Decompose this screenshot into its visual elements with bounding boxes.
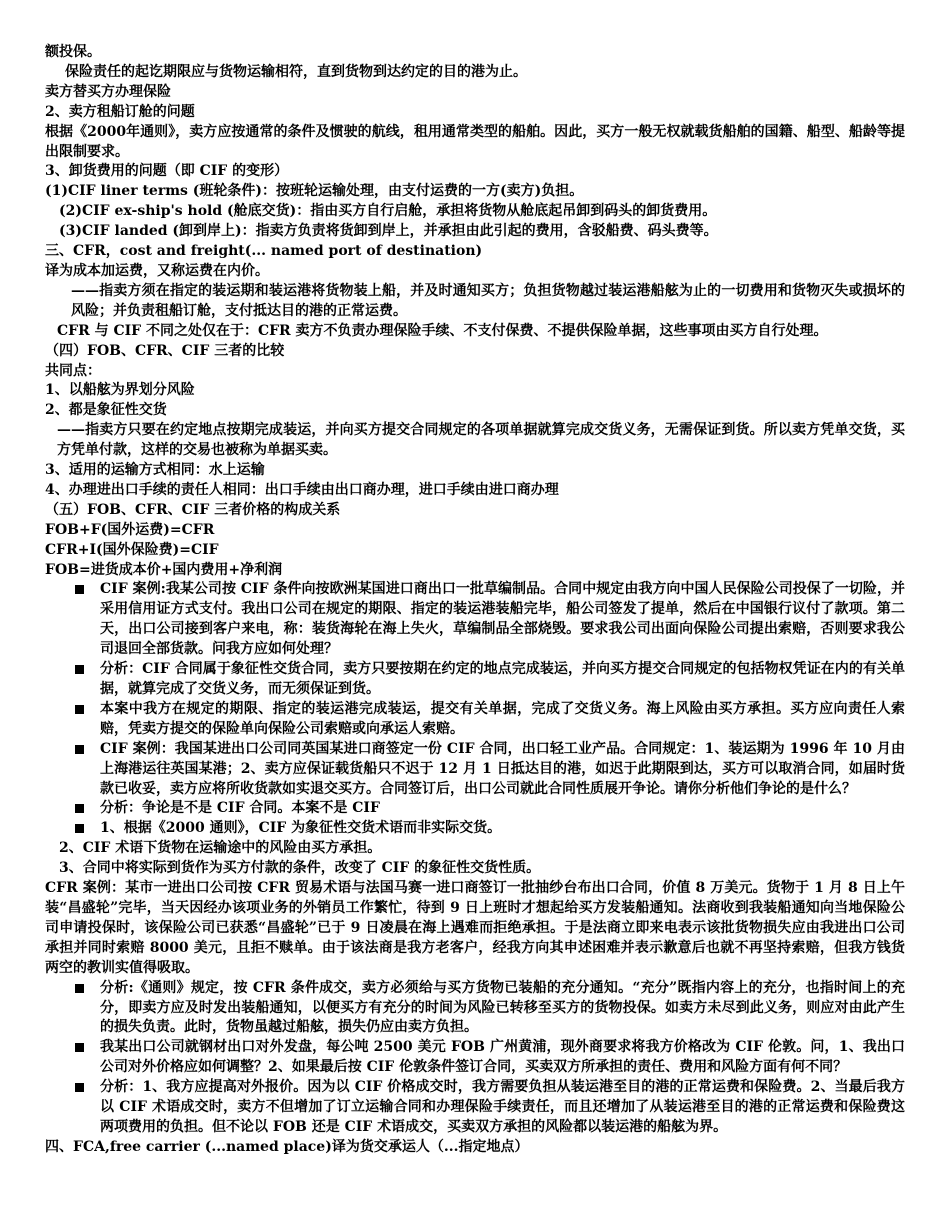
paragraph: ——指卖方须在指定的装运期和装运港将货物装上船，并及时通知买方；负担货物越过装运港船舷为止的一切费用和货物灭失或损坏的风险；并负责租船订舱，支付抵达目的港的正常运费。 <box>71 282 905 319</box>
section-heading: 四、FCA,free carrier (...named place)译为货交承运人（...指定地点） <box>45 1138 529 1155</box>
list-item: 分析：争论是不是 CIF 合同。本案不是 CIF <box>100 799 905 819</box>
text-line: 卖方替买方办理保险 <box>45 83 171 100</box>
bullet-list-analysis <box>45 979 905 1138</box>
section-heading: （五）FOB、CFR、CIF 三者价格的构成关系 <box>45 501 341 518</box>
paragraph: ——指卖方只要在约定地点按期完成装运，并向买方提交合同规定的各项单据就算完成交货义务，无需保证到货。所以卖方凭单交货，买方凭单付款，这样的交易也被称为单据买卖。 <box>57 422 905 459</box>
text-line: 1、以船舷为界划分风险 <box>45 382 195 399</box>
formula-line: FOB+F(国外运费)=CFR <box>45 521 215 538</box>
list-item: 分析：1、我方应提高对外报价。因为以 CIF 价格成交时，我方需要负担从装运港至目的港的正常运费和保险费。2、当最后我方以 CIF 术语成交时，卖方不但增加了订立运输合同和办理保险手续责任，而且还增加了从装运港至目的港的正常运费和保险费这两项费用的负担。但不论以 FOB 还是 CIF 术语成交，买卖双方承担的风险都以装运港的船舷为界。 <box>100 1078 905 1138</box>
text-line: 3、适用的运输方式相同：水上运输 <box>45 462 265 479</box>
list-item: CIF 案例:我某公司按 CIF 条件向按欧洲某国进口商出口一批草编制品。合同中规定由我方向中国人民保险公司投保了一切险，并采用信用证方式支付。我出口公司在规定的期限、指定的装运港装船完毕，船公司签发了提单，然后在中国银行议付了款项。第二天，出口公司接到客户来电，称：装货海轮在海上失火，草编制品全部烧毁。要求我公司出面向保险公司提出索赔，否则要求我公司退回全部货款。问我方应如何处理？ <box>100 580 905 660</box>
list-item: 我某出口公司就钢材出口对外发盘，每公吨 2500 美元 FOB 广州黄浦，现外商要求将我方价格改为 CIF 伦敦。问，1、我出口公司对外价格应如何调整？2、如果最后按 CIF 伦敦条件签订合同，买卖双方所承担的责任、费用和风险方面有何不同？ <box>100 1038 905 1078</box>
text-line: (2)CIF ex-ship's hold (舱底交货)：指由买方自行启舱，承担将货物从舱底起吊卸到码头的卸货费用。 <box>59 203 717 220</box>
list-item: 1、根据《2000 通则》，CIF 为象征性交货术语而非实际交货。 <box>100 819 905 839</box>
text-line: 保险责任的起讫期限应与货物运输相符，直到货物到达约定的目的港为止。 <box>65 63 527 80</box>
section-heading: 3、卸货费用的问题（即 CIF 的变形） <box>45 163 289 180</box>
section-heading: （四）FOB、CFR、CIF 三者的比较 <box>45 342 285 359</box>
text-line: (1)CIF liner terms (班轮条件)：按班轮运输处理，由支付运费的一方(卖方)负担。 <box>45 183 584 200</box>
list-item: 分析：CIF 合同属于象征性交货合同，卖方只要按期在约定的地点完成装运，并向买方提交合同规定的包括物权凭证在内的有关单据，就算完成了交货义务，而无须保证到货。 <box>100 660 905 700</box>
text-line: (3)CIF landed (卸到岸上)：指卖方负责将货卸到岸上，并承担由此引起的费用，含驳船费、码头费等。 <box>59 223 718 240</box>
paragraph: CFR 案例：某市一进出口公司按 CFR 贸易术语与法国马赛一进口商签订一批抽纱台布出口合同，价值 8 万美元。货物于 1 月 8 日上午装“昌盛轮”完毕，当天因经办该项业务的外销员工作繁忙，待到 9 日上班时才想起给买方发装船通知。法商收到我装船通知向当地保险公司申请投保时，该保险公司已获悉“昌盛轮”已于 9 日凌晨在海上遇难而拒绝承担。于是法商立即来电表示该批货物损失应由我进出口公司承担并同时索赔 8000 美元，且拒不赎单。由于该法商是我方老客户，经我方向其申述困难并表示歉意后也就不再坚持索赔，但我方钱货两空的教训实值得吸取。 <box>45 880 905 976</box>
text-line: 2、CIF 术语下货物在运输途中的风险由买方承担。 <box>59 840 382 857</box>
section-heading: 2、卖方租船订舱的问题 <box>45 103 195 120</box>
text-line: 译为成本加运费，又称运费在内价。 <box>45 262 269 279</box>
paragraph: CFR 与 CIF 不同之处仅在于：CFR 卖方不负责办理保险手续、不支付保费、不提供保险单据，这些事项由买方自行处理。 <box>57 322 828 339</box>
list-item: 分析:《通则》规定，按 CFR 条件成交，卖方必须给与买方货物已装船的充分通知。“充分”既指内容上的充分，也指时间上的充分，即卖方应及时发出装船通知，以便买方有充分的时间为风险已转移至买方的货物投保。如卖方未尽到此义务，则应对由此产生的损失负责。此时，货物虽越过船舷，损失仍应由卖方负担。 <box>100 979 905 1039</box>
text-line: 共同点： <box>45 362 101 379</box>
text-line: 2、都是象征性交货 <box>45 402 167 419</box>
formula-line: FOB=进货成本价+国内费用+净利润 <box>45 561 283 578</box>
bullet-list-cases <box>45 580 905 839</box>
list-item: 本案中我方在规定的期限、指定的装运港完成装运，提交有关单据，完成了交货义务。海上风险由买方承担。买方应向责任人索赔，凭卖方提交的保险单向保险公司索赔或向承运人索赔。 <box>100 700 905 740</box>
text-line: 4、办理进出口手续的责任人相同：出口手续由出口商办理，进口手续由进口商办理 <box>45 481 559 498</box>
section-heading: 三、CFR，cost and freight(... named port of destination) <box>45 243 483 260</box>
list-item: CIF 案例：我国某进出口公司同英国某进口商签定一份 CIF 合同，出口轻工业产品。合同规定：1、装运期为 1996 年 10 月由上海港运往英国某港；2、卖方应保证载货船只不迟于 12 月 1 日抵达目的港，如迟于此期限到达，买方可以取消合同，如届时货款已收妥，卖方应将所收货款如实退交买方。合同签订后，出口公司就此合同性质展开争论。请你分析他们争论的是什么？ <box>100 740 905 800</box>
text-line: 3、合同中将实际到货作为买方付款的条件，改变了 CIF 的象征性交货性质。 <box>59 860 541 877</box>
paragraph: 根据《2000年通则》，卖方应按通常的条件及惯驶的航线，租用通常类型的船舶。因此，买方一般无权就载货船舶的国籍、船型、船龄等提出限制要求。 <box>45 123 905 160</box>
formula-line: CFR+I(国外保险费)=CIF <box>45 541 219 558</box>
text-line: 额投保。 <box>45 44 101 60</box>
